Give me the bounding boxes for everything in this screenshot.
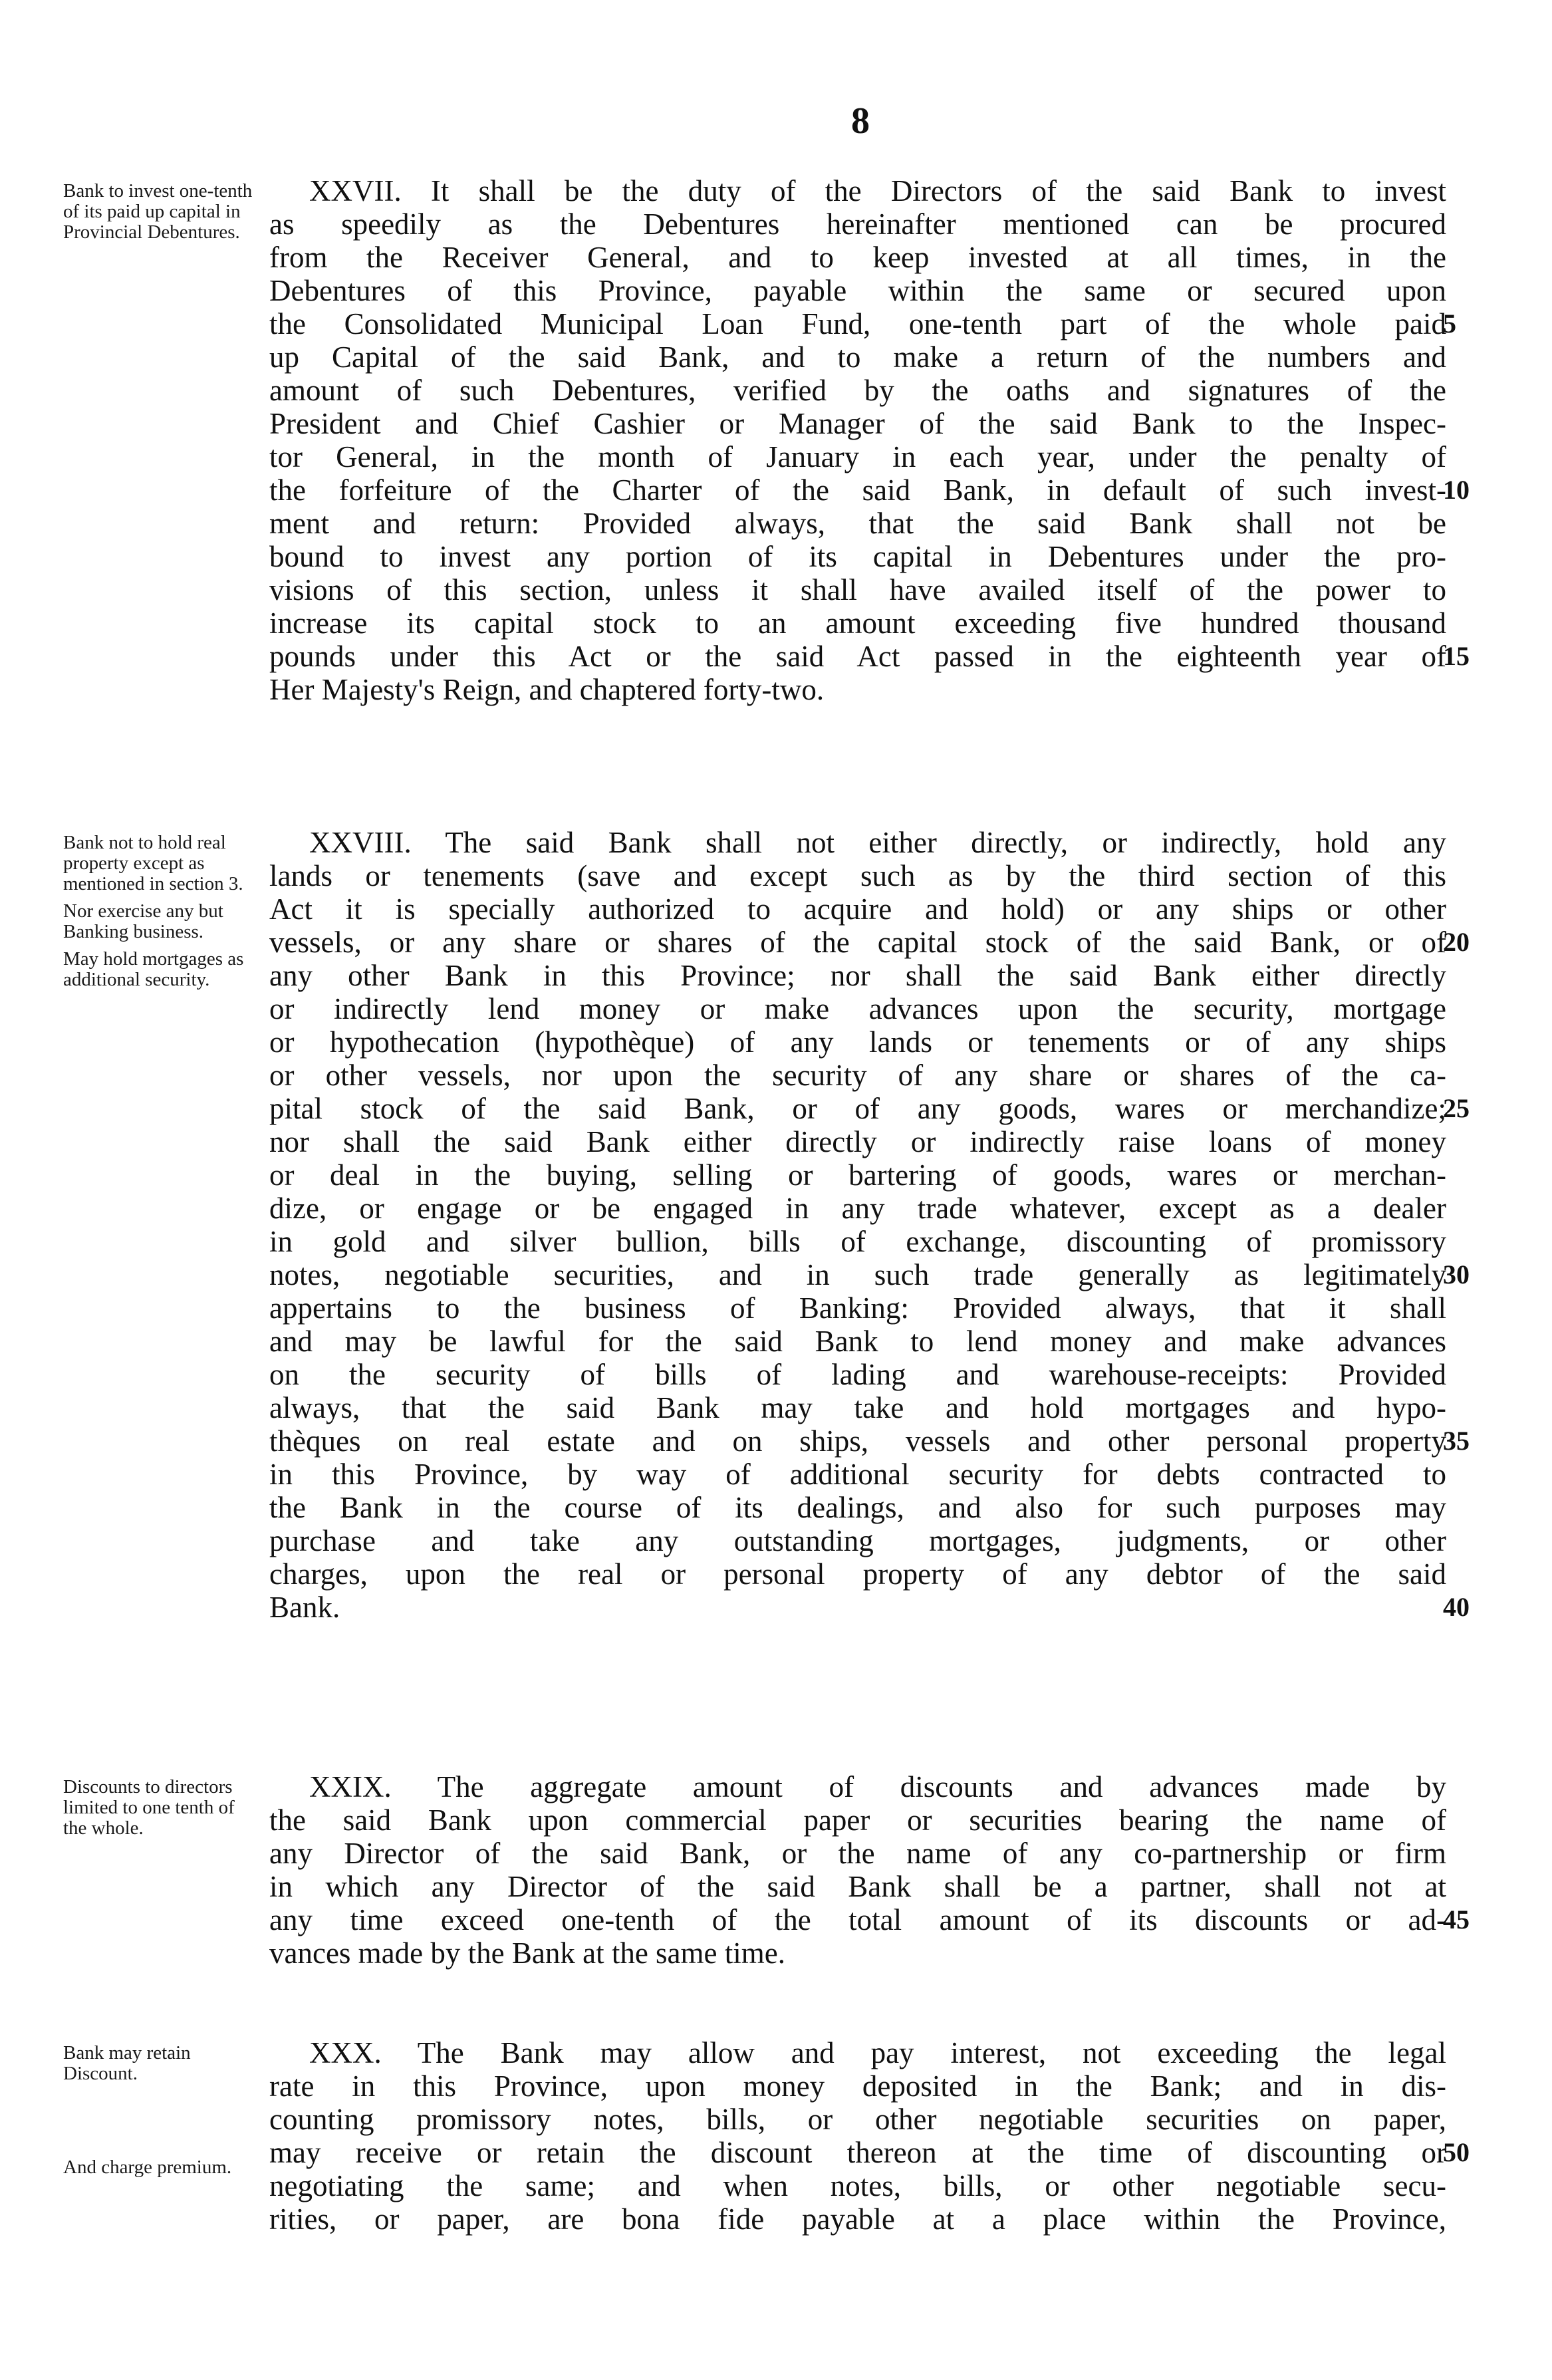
line-number: 10 bbox=[1443, 475, 1470, 505]
body-line: Bank. bbox=[269, 1591, 340, 1624]
line-number: 20 bbox=[1443, 927, 1470, 957]
body-line: tor General, in the month of January in each year, under the penalty of bbox=[269, 440, 1446, 473]
body-line: Debentures of this Province, payable within the same or secured upon bbox=[269, 274, 1446, 307]
body-line: XXVIII. The said Bank shall not either directly, or indirectly, hold any bbox=[309, 826, 1446, 859]
body-line: XXX. The Bank may allow and pay interest, not exceeding the legal bbox=[309, 2036, 1446, 2069]
body-line: any Director of the said Bank, or the name of any co-partnership or firm bbox=[269, 1837, 1446, 1870]
sidenote-text: Bank may retain Discount. bbox=[63, 2042, 191, 2084]
body-line: visions of this section, unless it shall have availed itself of the power to bbox=[269, 573, 1446, 606]
line-number: 40 bbox=[1443, 1592, 1470, 1622]
sidenote-text: May hold mortgages as additional security. bbox=[63, 948, 244, 990]
body-line: thèques on real estate and on ships, vessels and other personal property bbox=[269, 1424, 1446, 1458]
section-body bbox=[269, 1770, 1446, 1970]
body-line: rate in this Province, upon money deposited in the Bank; and in dis- bbox=[269, 2069, 1446, 2103]
body-line: rities, or paper, are bona fide payable at a place within the Province, bbox=[269, 2202, 1446, 2236]
sidenote-text: And charge premium. bbox=[63, 2157, 232, 2178]
body-line: amount of such Debentures, verified by the oaths and signatures of the bbox=[269, 374, 1446, 407]
body-line: as speedily as the Debentures hereinafter mentioned can be procured bbox=[269, 207, 1446, 241]
body-line: XXVII. It shall be the duty of the Directors of the said Bank to invest bbox=[309, 174, 1446, 207]
line-number: 25 bbox=[1443, 1093, 1470, 1123]
body-line: vances made by the Bank at the same time. bbox=[269, 1936, 785, 1970]
body-line: any other Bank in this Province; nor shall the said Bank either directly bbox=[269, 959, 1446, 992]
body-line: pital stock of the said Bank, or of any goods, wares or merchandize; bbox=[269, 1092, 1446, 1125]
body-line: on the security of bills of lading and warehouse-receipts: Provided bbox=[269, 1358, 1446, 1391]
sidenote-text: Nor exercise any but Banking business. bbox=[63, 900, 223, 942]
body-line: Act it is specially authorized to acquire and hold) or any ships or other bbox=[269, 892, 1446, 926]
body-line: Her Majesty's Reign, and chaptered forty-two. bbox=[269, 673, 825, 706]
line-number: 35 bbox=[1443, 1426, 1470, 1456]
body-line: ment and return: Provided always, that the said Bank shall not be bbox=[269, 507, 1446, 540]
body-line: the Consolidated Municipal Loan Fund, one-tenth part of the whole paid bbox=[269, 307, 1446, 340]
sidenote-bank-to-invest bbox=[63, 181, 259, 249]
body-line: and may be lawful for the said Bank to lend money and make advances bbox=[269, 1325, 1446, 1358]
body-line: in this Province, by way of additional security for debts contracted to bbox=[269, 1458, 1446, 1491]
body-line: or deal in the buying, selling or bartering of goods, wares or merchan- bbox=[269, 1158, 1446, 1192]
sidenote-bank-may-retain-discount bbox=[63, 2043, 259, 2184]
line-number: 30 bbox=[1443, 1259, 1470, 1289]
section-body bbox=[269, 826, 1446, 1624]
body-line: the forfeiture of the Charter of the said Bank, in default of such invest- bbox=[269, 473, 1446, 507]
body-line: appertains to the business of Banking: Provided always, that it shall bbox=[269, 1291, 1446, 1325]
body-line: negotiating the same; and when notes, bills, or other negotiable secu- bbox=[269, 2169, 1446, 2202]
line-number: 15 bbox=[1443, 641, 1470, 671]
body-line: lands or tenements (save and except such as by the third section of this bbox=[269, 859, 1446, 892]
body-line: from the Receiver General, and to keep invested at all times, in the bbox=[269, 241, 1446, 274]
page-number: 8 bbox=[851, 100, 870, 142]
body-line: up Capital of the said Bank, and to make a return of the numbers and bbox=[269, 340, 1446, 374]
body-line: may receive or retain the discount thereon at the time of discounting or bbox=[269, 2136, 1446, 2169]
sidenote-text: Bank not to hold real property except as mentioned in section 3. bbox=[63, 832, 243, 894]
body-line: or other vessels, nor upon the security of any share or shares of the ca- bbox=[269, 1059, 1446, 1092]
line-number: 50 bbox=[1443, 2137, 1470, 2167]
body-line: the said Bank upon commercial paper or securities bearing the name of bbox=[269, 1803, 1446, 1837]
sidenote-text: Discounts to directors limited to one tenth of the whole. bbox=[63, 1776, 235, 1839]
body-line: vessels, or any share or shares of the capital stock of the said Bank, or of bbox=[269, 926, 1446, 959]
body-line: any time exceed one-tenth of the total amount of its discounts or ad- bbox=[269, 1903, 1446, 1936]
body-line: in which any Director of the said Bank shall be a partner, shall not at bbox=[269, 1870, 1446, 1903]
body-line: XXIX. The aggregate amount of discounts and advances made by bbox=[309, 1770, 1446, 1803]
section-body bbox=[269, 174, 1446, 706]
body-line: the Bank in the course of its dealings, and also for such purposes may bbox=[269, 1491, 1446, 1524]
body-line: President and Chief Cashier or Manager of the said Bank to the Inspec- bbox=[269, 407, 1446, 440]
body-line: nor shall the said Bank either directly or indirectly raise loans of money bbox=[269, 1125, 1446, 1158]
body-line: purchase and take any outstanding mortgages, judgments, or other bbox=[269, 1524, 1446, 1557]
body-line: increase its capital stock to an amount exceeding five hundred thousand bbox=[269, 606, 1446, 640]
line-number: 45 bbox=[1443, 1905, 1470, 1934]
section-body bbox=[269, 2036, 1446, 2236]
body-line: bound to invest any portion of its capital in Debentures under the pro- bbox=[269, 540, 1446, 573]
sidenote-bank-not-to-hold bbox=[63, 833, 259, 997]
body-line: pounds under this Act or the said Act passed in the eighteenth year of bbox=[269, 640, 1446, 673]
body-line: or indirectly lend money or make advances upon the security, mortgage bbox=[269, 992, 1446, 1025]
sidenote-discounts-to-directors bbox=[63, 1777, 259, 1845]
body-line: charges, upon the real or personal property of any debtor of the said bbox=[269, 1557, 1446, 1591]
body-line: notes, negotiable securities, and in such trade generally as legitimately bbox=[269, 1258, 1446, 1291]
line-number: 5 bbox=[1443, 309, 1456, 338]
body-line: in gold and silver bullion, bills of exchange, discounting of promissory bbox=[269, 1225, 1446, 1258]
body-line: always, that the said Bank may take and hold mortgages and hypo- bbox=[269, 1391, 1446, 1424]
body-line: counting promissory notes, bills, or other negotiable securities on paper, bbox=[269, 2103, 1446, 2136]
body-line: dize, or engage or be engaged in any trade whatever, except as a dealer bbox=[269, 1192, 1446, 1225]
sidenote-text: Bank to invest one-tenth of its paid up capital in Provincial Debentures. bbox=[63, 180, 253, 243]
body-line: or hypothecation (hypothèque) of any lands or tenements or of any ships bbox=[269, 1025, 1446, 1059]
